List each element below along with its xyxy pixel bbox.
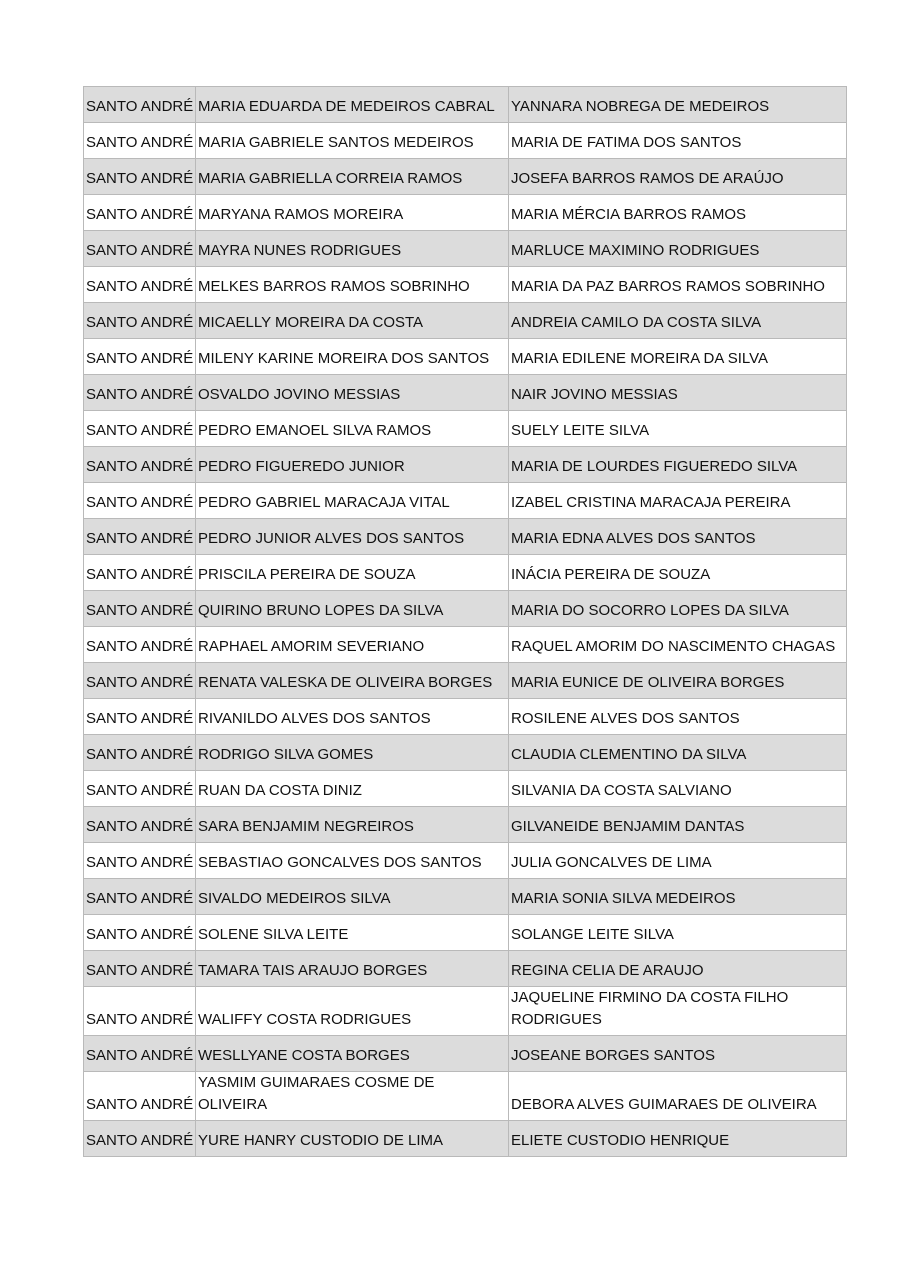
guardian-name-cell: ELIETE CUSTODIO HENRIQUE — [509, 1121, 847, 1157]
table-row — [84, 1036, 847, 1072]
student-name-cell: WESLLYANE COSTA BORGES — [196, 1036, 509, 1072]
city-cell: SANTO ANDRÉ — [84, 627, 196, 663]
guardian-name-cell: MARIA EDNA ALVES DOS SANTOS — [509, 519, 847, 555]
guardian-name-cell: JAQUELINE FIRMINO DA COSTA FILHO RODRIGUES — [509, 987, 847, 1036]
student-name-cell: RUAN DA COSTA DINIZ — [196, 771, 509, 807]
guardian-name-cell: CLAUDIA CLEMENTINO DA SILVA — [509, 735, 847, 771]
city-cell: SANTO ANDRÉ — [84, 663, 196, 699]
table-row — [84, 375, 847, 411]
city-cell: SANTO ANDRÉ — [84, 843, 196, 879]
student-name-cell: MARIA GABRIELLA CORREIA RAMOS — [196, 159, 509, 195]
city-cell: SANTO ANDRÉ — [84, 447, 196, 483]
guardian-name-cell: MARIA DE FATIMA DOS SANTOS — [509, 123, 847, 159]
student-name-cell: MELKES BARROS RAMOS SOBRINHO — [196, 267, 509, 303]
city-cell: SANTO ANDRÉ — [84, 1072, 196, 1121]
student-name-cell: RODRIGO SILVA GOMES — [196, 735, 509, 771]
table-row — [84, 195, 847, 231]
table-row — [84, 483, 847, 519]
guardian-name-cell: ANDREIA CAMILO DA COSTA SILVA — [509, 303, 847, 339]
guardian-name-cell: IZABEL CRISTINA MARACAJA PEREIRA — [509, 483, 847, 519]
table-row — [84, 951, 847, 987]
student-name-cell: RAPHAEL AMORIM SEVERIANO — [196, 627, 509, 663]
table-row — [84, 627, 847, 663]
table-row — [84, 591, 847, 627]
table-row — [84, 915, 847, 951]
student-name-cell: PEDRO JUNIOR ALVES DOS SANTOS — [196, 519, 509, 555]
student-name-cell: PEDRO GABRIEL MARACAJA VITAL — [196, 483, 509, 519]
student-name-cell: MILENY KARINE MOREIRA DOS SANTOS — [196, 339, 509, 375]
guardian-name-cell: ROSILENE ALVES DOS SANTOS — [509, 699, 847, 735]
table-row — [84, 303, 847, 339]
table-row — [84, 735, 847, 771]
student-name-cell: SIVALDO MEDEIROS SILVA — [196, 879, 509, 915]
guardian-name-cell: JOSEFA BARROS RAMOS DE ARAÚJO — [509, 159, 847, 195]
city-cell: SANTO ANDRÉ — [84, 915, 196, 951]
table-row — [84, 807, 847, 843]
city-cell: SANTO ANDRÉ — [84, 951, 196, 987]
city-cell: SANTO ANDRÉ — [84, 807, 196, 843]
table-row — [84, 447, 847, 483]
city-cell: SANTO ANDRÉ — [84, 1036, 196, 1072]
student-name-cell: TAMARA TAIS ARAUJO BORGES — [196, 951, 509, 987]
student-name-cell: YASMIM GUIMARAES COSME DE OLIVEIRA — [196, 1072, 509, 1121]
city-cell: SANTO ANDRÉ — [84, 591, 196, 627]
student-name-cell: YURE HANRY CUSTODIO DE LIMA — [196, 1121, 509, 1157]
student-name-cell: QUIRINO BRUNO LOPES DA SILVA — [196, 591, 509, 627]
city-cell: SANTO ANDRÉ — [84, 771, 196, 807]
guardian-name-cell: MARIA EUNICE DE OLIVEIRA BORGES — [509, 663, 847, 699]
city-cell: SANTO ANDRÉ — [84, 303, 196, 339]
student-name-cell: SOLENE SILVA LEITE — [196, 915, 509, 951]
guardian-name-cell: GILVANEIDE BENJAMIM DANTAS — [509, 807, 847, 843]
guardian-name-cell: NAIR JOVINO MESSIAS — [509, 375, 847, 411]
guardian-name-cell: RAQUEL AMORIM DO NASCIMENTO CHAGAS — [509, 627, 847, 663]
guardian-name-cell: MARIA DO SOCORRO LOPES DA SILVA — [509, 591, 847, 627]
city-cell: SANTO ANDRÉ — [84, 159, 196, 195]
city-cell: SANTO ANDRÉ — [84, 411, 196, 447]
student-name-cell: RIVANILDO ALVES DOS SANTOS — [196, 699, 509, 735]
table-row — [84, 159, 847, 195]
student-name-cell: MARIA EDUARDA DE MEDEIROS CABRAL — [196, 87, 509, 123]
student-name-cell: WALIFFY COSTA RODRIGUES — [196, 987, 509, 1036]
table-row — [84, 771, 847, 807]
table-row — [84, 519, 847, 555]
city-cell: SANTO ANDRÉ — [84, 1121, 196, 1157]
guardian-name-cell: INÁCIA PEREIRA DE SOUZA — [509, 555, 847, 591]
table-row — [84, 267, 847, 303]
guardian-name-cell: DEBORA ALVES GUIMARAES DE OLIVEIRA — [509, 1072, 847, 1121]
city-cell: SANTO ANDRÉ — [84, 483, 196, 519]
student-name-cell: PEDRO FIGUEREDO JUNIOR — [196, 447, 509, 483]
table-row — [84, 699, 847, 735]
student-name-cell: PRISCILA PEREIRA DE SOUZA — [196, 555, 509, 591]
guardian-name-cell: SOLANGE LEITE SILVA — [509, 915, 847, 951]
student-name-cell: RENATA VALESKA DE OLIVEIRA BORGES — [196, 663, 509, 699]
table-row — [84, 843, 847, 879]
guardian-name-cell: JULIA GONCALVES DE LIMA — [509, 843, 847, 879]
table-row — [84, 123, 847, 159]
student-name-cell: OSVALDO JOVINO MESSIAS — [196, 375, 509, 411]
city-cell: SANTO ANDRÉ — [84, 87, 196, 123]
table-row — [84, 411, 847, 447]
guardian-name-cell: MARIA SONIA SILVA MEDEIROS — [509, 879, 847, 915]
registry-table-body — [84, 87, 847, 1157]
city-cell: SANTO ANDRÉ — [84, 735, 196, 771]
city-cell: SANTO ANDRÉ — [84, 519, 196, 555]
guardian-name-cell: MARIA MÉRCIA BARROS RAMOS — [509, 195, 847, 231]
guardian-name-cell: MARIA DE LOURDES FIGUEREDO SILVA — [509, 447, 847, 483]
city-cell: SANTO ANDRÉ — [84, 267, 196, 303]
guardian-name-cell: MARLUCE MAXIMINO RODRIGUES — [509, 231, 847, 267]
student-name-cell: MARIA GABRIELE SANTOS MEDEIROS — [196, 123, 509, 159]
city-cell: SANTO ANDRÉ — [84, 987, 196, 1036]
table-row — [84, 339, 847, 375]
table-row — [84, 555, 847, 591]
table-row — [84, 87, 847, 123]
guardian-name-cell: MARIA EDILENE MOREIRA DA SILVA — [509, 339, 847, 375]
student-name-cell: PEDRO EMANOEL SILVA RAMOS — [196, 411, 509, 447]
city-cell: SANTO ANDRÉ — [84, 195, 196, 231]
student-name-cell: MICAELLY MOREIRA DA COSTA — [196, 303, 509, 339]
city-cell: SANTO ANDRÉ — [84, 231, 196, 267]
table-row — [84, 231, 847, 267]
city-cell: SANTO ANDRÉ — [84, 555, 196, 591]
table-row — [84, 879, 847, 915]
guardian-name-cell: YANNARA NOBREGA DE MEDEIROS — [509, 87, 847, 123]
city-cell: SANTO ANDRÉ — [84, 339, 196, 375]
table-row — [84, 1072, 847, 1121]
city-cell: SANTO ANDRÉ — [84, 375, 196, 411]
student-name-cell: SEBASTIAO GONCALVES DOS SANTOS — [196, 843, 509, 879]
city-cell: SANTO ANDRÉ — [84, 699, 196, 735]
city-cell: SANTO ANDRÉ — [84, 123, 196, 159]
table-row — [84, 1121, 847, 1157]
guardian-name-cell: SUELY LEITE SILVA — [509, 411, 847, 447]
registry-table — [83, 86, 847, 1157]
guardian-name-cell: JOSEANE BORGES SANTOS — [509, 1036, 847, 1072]
city-cell: SANTO ANDRÉ — [84, 879, 196, 915]
guardian-name-cell: MARIA DA PAZ BARROS RAMOS SOBRINHO — [509, 267, 847, 303]
guardian-name-cell: REGINA CELIA DE ARAUJO — [509, 951, 847, 987]
student-name-cell: SARA BENJAMIM NEGREIROS — [196, 807, 509, 843]
table-row — [84, 987, 847, 1036]
student-name-cell: MARYANA RAMOS MOREIRA — [196, 195, 509, 231]
student-name-cell: MAYRA NUNES RODRIGUES — [196, 231, 509, 267]
table-row — [84, 663, 847, 699]
guardian-name-cell: SILVANIA DA COSTA SALVIANO — [509, 771, 847, 807]
